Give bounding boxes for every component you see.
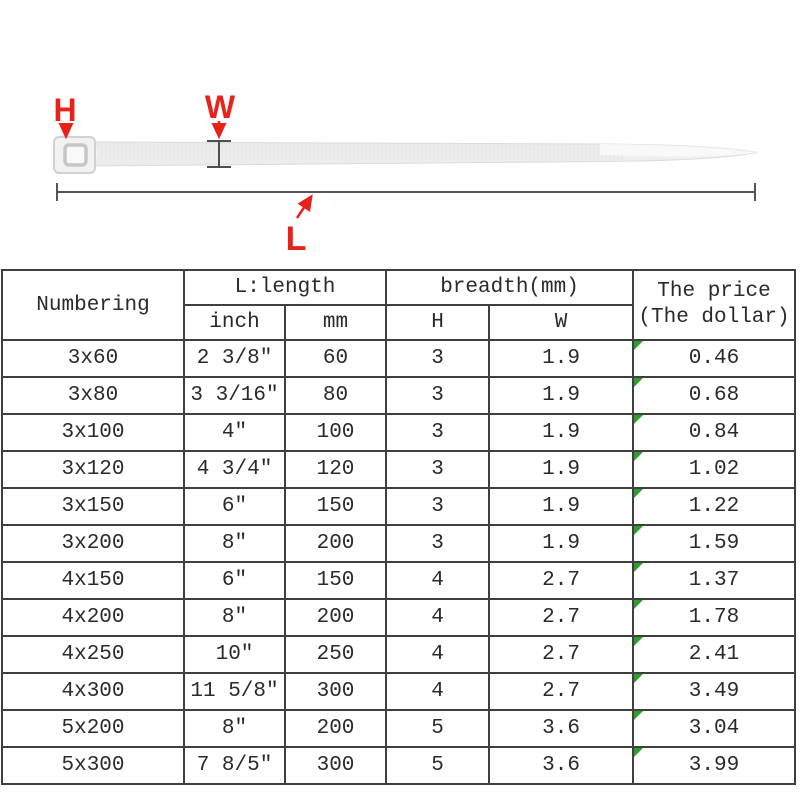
cable-tie-illustration [0,0,800,266]
cell-w: 1.9 [489,451,633,488]
h-dimension-label: H [53,92,77,128]
cell-price [633,340,795,377]
cell-w: 2.7 [489,562,633,599]
cell-w: 1.9 [489,340,633,377]
cell-mm: 150 [285,488,386,525]
price-value: 0.84 [688,421,740,444]
price-value: 1.59 [688,532,740,555]
cell-price [633,525,795,562]
table-row [2,451,795,488]
header-w: W [489,305,633,340]
cell-price [633,562,795,599]
header-h: H [386,305,489,340]
cell-mm: 200 [285,525,386,562]
price-value: 1.22 [688,495,740,518]
cell-h: 3 [386,414,489,451]
cell-mm: 200 [285,710,386,747]
header-breadth-group: breadth(mm) [386,270,633,305]
cell-inch: 8″ [184,599,285,636]
cell-numbering: 4x200 [2,599,184,636]
cell-w: 1.9 [489,414,633,451]
cell-numbering: 3x120 [2,451,184,488]
table-body [2,340,795,784]
header-length-group: L:length [184,270,386,305]
cell-h: 3 [386,377,489,414]
cell-w: 3.6 [489,747,633,784]
cell-w: 2.7 [489,599,633,636]
cell-price [633,451,795,488]
l-dimension-label: L [285,220,307,258]
cell-h: 3 [386,451,489,488]
price-value: 1.37 [688,569,740,592]
cell-numbering: 3x150 [2,488,184,525]
cell-w: 2.7 [489,636,633,673]
price-value: 2.41 [688,643,740,666]
cell-h: 3 [386,488,489,525]
cell-numbering: 4x300 [2,673,184,710]
price-value: 0.46 [688,347,740,370]
header-price-line2: (The dollar) [638,306,790,329]
cell-mm: 300 [285,747,386,784]
excel-flag-icon [634,674,643,683]
table-row [2,636,795,673]
header-inch: inch [184,305,285,340]
price-value: 3.49 [688,680,740,703]
cell-h: 4 [386,636,489,673]
cell-price [633,747,795,784]
cell-mm: 60 [285,340,386,377]
cell-w: 3.6 [489,710,633,747]
table-row [2,747,795,784]
cell-inch: 7 8/5″ [184,747,285,784]
cell-inch: 10″ [184,636,285,673]
table-row [2,673,795,710]
excel-flag-icon [634,452,643,461]
cell-w: 1.9 [489,525,633,562]
cell-mm: 300 [285,673,386,710]
cell-price [633,636,795,673]
price-value: 0.68 [688,384,740,407]
header-price [633,270,795,340]
table-row [2,599,795,636]
price-value: 3.99 [688,754,740,777]
excel-flag-icon [634,489,643,498]
excel-flag-icon [634,711,643,720]
cell-inch: 2 3/8″ [184,340,285,377]
spec-table [1,269,796,785]
cell-inch: 4″ [184,414,285,451]
cell-mm: 100 [285,414,386,451]
cable-tie-strap [92,142,757,166]
excel-flag-icon [634,748,643,757]
cell-w: 1.9 [489,488,633,525]
cell-inch: 6″ [184,488,285,525]
cell-numbering: 5x300 [2,747,184,784]
cell-numbering: 3x60 [2,340,184,377]
excel-flag-icon [634,415,643,424]
cell-h: 4 [386,673,489,710]
cell-h: 4 [386,599,489,636]
cell-inch: 8″ [184,525,285,562]
header-price-line1: The price [657,280,771,303]
excel-flag-icon [634,563,643,572]
price-value: 3.04 [688,717,740,740]
cell-h: 3 [386,525,489,562]
cell-price [633,414,795,451]
cell-h: 5 [386,710,489,747]
cell-inch: 4 3/4″ [184,451,285,488]
cell-price [633,599,795,636]
table-row [2,562,795,599]
price-value: 1.02 [688,458,740,481]
table-row [2,377,795,414]
cell-numbering: 4x250 [2,636,184,673]
cell-price [633,710,795,747]
cell-mm: 150 [285,562,386,599]
cell-inch: 11 5/8″ [184,673,285,710]
cell-w: 1.9 [489,377,633,414]
price-value: 1.78 [688,606,740,629]
cable-tie-head [54,137,95,173]
table-row [2,488,795,525]
cell-price [633,488,795,525]
table-row [2,710,795,747]
cell-mm: 80 [285,377,386,414]
l-arrow-icon [297,197,311,218]
excel-flag-icon [634,341,643,350]
length-dimension-line [57,183,755,201]
w-dimension-label: W [204,89,236,125]
header-mm: mm [285,305,386,340]
cell-numbering: 3x100 [2,414,184,451]
cell-numbering: 3x80 [2,377,184,414]
excel-flag-icon [634,526,643,535]
cell-mm: 120 [285,451,386,488]
cell-price [633,673,795,710]
table-row [2,414,795,451]
excel-flag-icon [634,637,643,646]
cell-w: 2.7 [489,673,633,710]
cell-inch: 6″ [184,562,285,599]
cell-numbering: 5x200 [2,710,184,747]
cell-mm: 250 [285,636,386,673]
table-row [2,525,795,562]
excel-flag-icon [634,600,643,609]
cell-inch: 3 3/16″ [184,377,285,414]
cell-price [633,377,795,414]
cell-mm: 200 [285,599,386,636]
table-row [2,340,795,377]
cell-numbering: 3x200 [2,525,184,562]
cell-inch: 8″ [184,710,285,747]
cell-h: 5 [386,747,489,784]
cell-numbering: 4x150 [2,562,184,599]
cell-h: 3 [386,340,489,377]
excel-flag-icon [634,378,643,387]
header-numbering: Numbering [2,270,184,340]
cell-h: 4 [386,562,489,599]
